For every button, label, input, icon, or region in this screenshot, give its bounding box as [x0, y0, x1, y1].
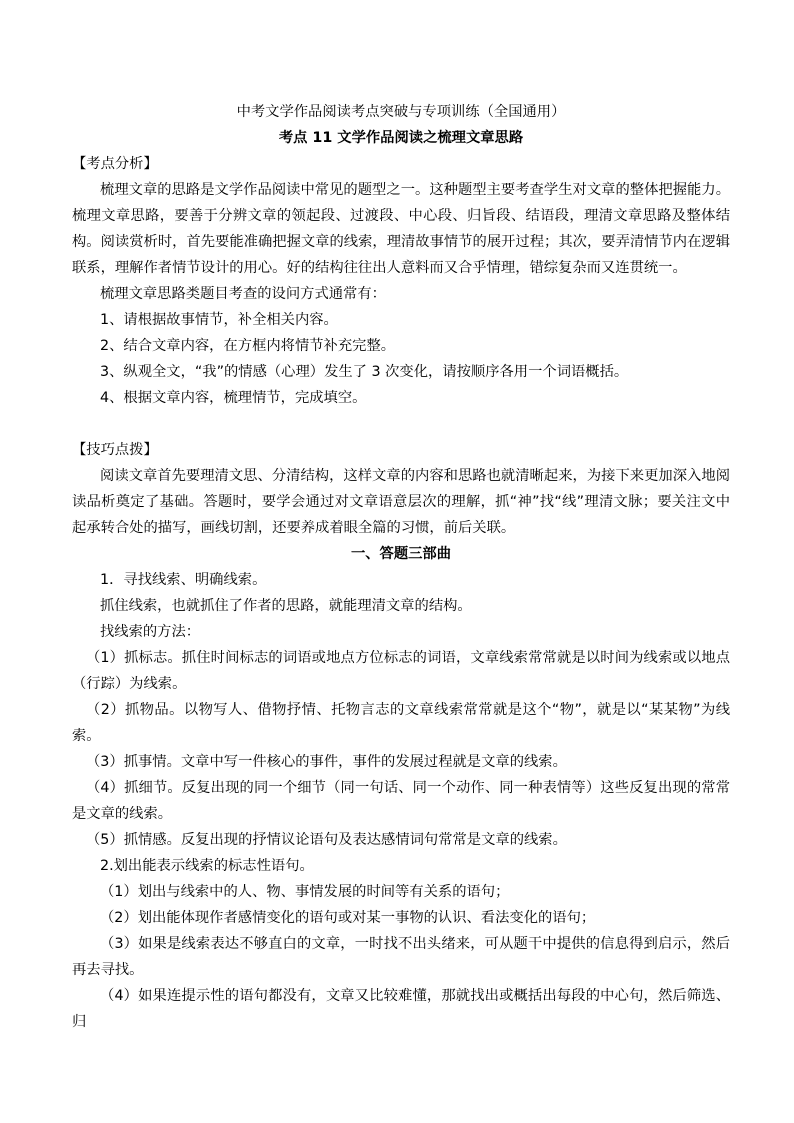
method-item: （1）抓标志。抓住时间标志的词语或地点方位标志的词语，文章线索常常就是以时间为线索或以地点（行踪）为线索。 [72, 650, 730, 692]
analysis-item: 2、结合文章内容，在方框内将情节补充完整。 [100, 338, 396, 354]
document-body [72, 99, 730, 1035]
tips-paragraph: 阅读文章首先要理清文思、分清结构，这样文章的内容和思路也就清晰起来，为接下来更加深入地阅读品析奠定了基础。答题时，要学会通过对文章语意层次的理解，抓“神”找“线”理清文脉；要关注文中起承转合处的描写，画线切割，还要养成着眼全篇的习惯，前后关联。 [72, 468, 730, 536]
analysis-item: 4、根据文章内容，梳理情节，完成填空。 [100, 390, 367, 406]
blank-line [72, 411, 730, 437]
method-item: （3）抓事情。文章中写一件核心的事件，事件的发展过程就是文章的线索。 [86, 754, 567, 770]
method-item: （2）抓物品。以物写人、借物抒情、托物言志的文章线索常常就是这个“物”，就是以“某某物”为线索。 [72, 702, 730, 744]
section-heading: 一、答题三部曲 [350, 546, 452, 562]
document-subtitle: 考点 11 文学作品阅读之梳理文章思路 [278, 130, 524, 146]
step-text: 抓住线索，也就抓住了作者的思路，就能理清文章的结构。 [100, 598, 472, 614]
method-item: （4）抓细节。反复出现的同一个细节（同一句话、同一个动作、同一种表情等）这些反复出现的常常是文章的线索。 [72, 780, 730, 822]
document-title: 中考文学作品阅读考点突破与专项训练（全国通用） [236, 104, 566, 120]
step-heading: 1．寻找线索、明确线索。 [100, 572, 267, 588]
step2-item: （4）如果连提示性的语句都没有，文章又比较难懂，那就找出或概括出每段的中心句，然后筛选、归 [72, 988, 730, 1030]
step2-item: （2）划出能体现作者感情变化的语句或对某一事物的认识、看法变化的语句； [100, 910, 596, 926]
tips-heading: 【技巧点拨】 [72, 442, 158, 458]
methods-intro: 找线索的方法： [100, 624, 201, 640]
step2-item: （1）划出与线索中的人、物、事情发展的时间等有关系的语句； [100, 884, 510, 900]
analysis-item: 3、纵观全文，“我”的情感（心理）发生了 3 次变化，请按顺序各用一个词语概括。 [100, 364, 629, 380]
step-heading: 2.划出能表示线索的标志性语句。 [100, 858, 314, 874]
step2-item: （3）如果是线索表达不够直白的文章，一时找不出头绪来，可从题干中提供的信息得到启示，然后再去寻找。 [72, 936, 730, 978]
analysis-item: 1、请根据故事情节，补全相关内容。 [100, 312, 338, 328]
analysis-intro: 梳理文章思路类题目考查的设问方式通常有： [100, 286, 386, 302]
method-item: （5）抓情感。反复出现的抒情议论语句及表达感情词句常常是文章的线索。 [86, 832, 567, 848]
analysis-heading: 【考点分析】 [72, 156, 158, 172]
analysis-paragraph: 梳理文章的思路是文学作品阅读中常见的题型之一。这种题型主要考查学生对文章的整体把握能力。梳理文章思路，要善于分辨文章的领起段、过渡段、中心段、归旨段、结语段，理清文章思路及整体结构。阅读赏析时，首先要能准确把握文章的线索，理清故事情节的展开过程；其次，要弄清情节内在逻辑联系，理解作者情节设计的用心。好的结构往往出人意料而又合乎情理，错综复杂而又连贯统一。 [72, 182, 730, 276]
